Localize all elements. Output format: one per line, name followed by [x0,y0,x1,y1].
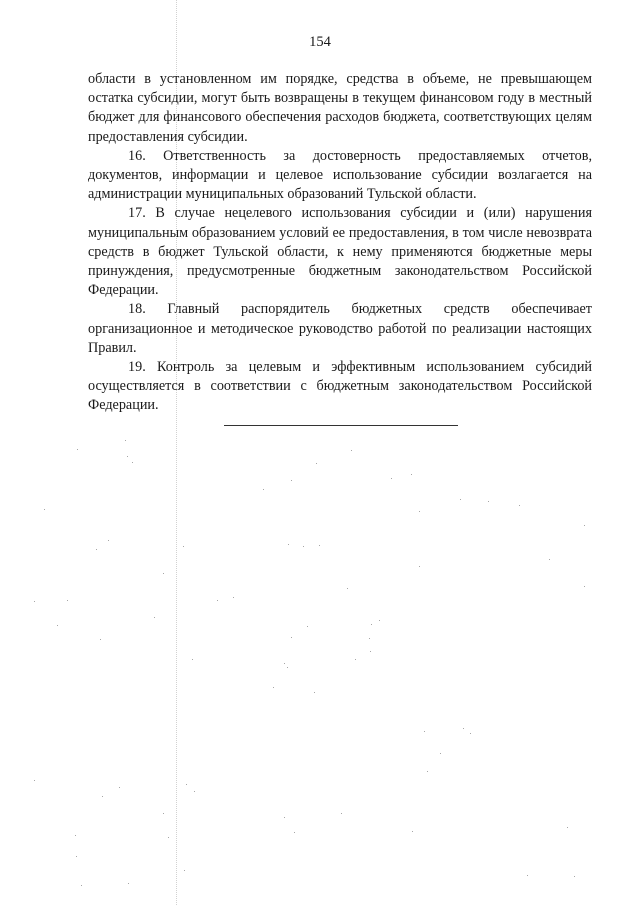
scan-speck [127,456,128,457]
scan-speck [194,791,195,792]
scan-speck [307,626,308,627]
scan-speck [355,659,356,660]
scan-speck [470,733,471,734]
scan-speck [77,449,78,450]
scan-speck [549,559,550,560]
scan-speck [284,817,285,818]
scan-speck [186,784,187,785]
scan-speck [184,870,185,871]
scan-speck [460,499,461,500]
scan-speck [34,601,35,602]
scan-speck [125,440,126,441]
scan-speck [419,566,420,567]
scan-speck [154,617,155,618]
scan-speck [100,639,101,640]
scan-speck [463,728,464,729]
scan-speck [291,637,292,638]
scan-speck [424,731,425,732]
scan-speck [128,883,129,884]
scan-speck [303,546,304,547]
scan-speck [67,600,68,601]
scan-speck [584,586,585,587]
scan-speck [119,787,120,788]
scan-speck [294,832,295,833]
scan-speck [316,463,317,464]
scan-speck [96,549,97,550]
scan-speck [132,462,133,463]
scan-speck [273,687,274,688]
scan-speck [81,885,82,886]
scan-speck [314,692,315,693]
page-number: 154 [309,34,331,50]
paragraph-18: 18. Главный распорядитель бюджетных средств обеспечивает организационное и методическое руководство работой по реализации настоящих Правил. [88,301,592,356]
scan-speck [440,753,441,754]
scan-speck [419,511,420,512]
scan-speck [263,489,264,490]
scan-speck [341,813,342,814]
scan-speck [76,856,77,857]
scan-speck [371,624,372,625]
scan-speck [34,780,35,781]
scan-speck [391,478,392,479]
scan-speck [291,480,292,481]
scan-speck [284,663,285,664]
scan-speck [574,876,575,877]
scan-speck [102,796,103,797]
end-separator-line [224,425,458,426]
scan-speck [347,588,348,589]
scan-speck [233,597,234,598]
paragraph-16: 16. Ответственность за достоверность предоставляемых отчетов, документов, информации и целевое использование субсидии возлагается на администрации муниципальных образований Тульской области. [88,147,592,203]
scan-speck [379,620,380,621]
paragraph-17: 17. В случае нецелевого использования субсидии и (или) нарушения муниципальным образованием условий ее предоставления, в том числе невозврата средств в бюджет Тульской области, к нему применяются бюджетные меры принуждения, предусмотренные бюджетным законодательством Российской Федерации. [88,205,592,299]
scan-speck [319,545,320,546]
scan-speck [427,771,428,772]
scan-speck [584,525,585,526]
scan-speck [163,573,164,574]
scan-speck [168,837,169,838]
scan-speck [519,505,520,506]
document-body [88,70,592,416]
scan-speck [488,501,489,502]
scan-speck [44,509,45,510]
paragraph-continuation: области в установленном им порядке, средства в объеме, не превышающем остатка субсидии, могут быть возвращены в текущем финансовом году в местный бюджет для финансового обеспечения расходов бюджета, соответствующих целям предоставления субсидии. [88,71,592,145]
scan-speck [412,831,413,832]
scan-speck [369,638,370,639]
paragraph-19: 19. Контроль за целевым и эффективным использованием субсидий осуществляется в соответствии с бюджетным законодательством Российской Федерации. [88,359,592,414]
scan-speck [287,667,288,668]
scan-speck [217,600,218,601]
scan-speck [57,625,58,626]
scan-speck [351,450,352,451]
scan-speck [411,474,412,475]
scan-speck [192,659,193,660]
scan-speck [163,813,164,814]
scan-speck [183,546,184,547]
scan-speck [527,875,528,876]
scan-speck [108,540,109,541]
scan-speck [567,827,568,828]
scan-speck [370,651,371,652]
scan-speck [288,544,289,545]
scan-speck [75,835,76,836]
